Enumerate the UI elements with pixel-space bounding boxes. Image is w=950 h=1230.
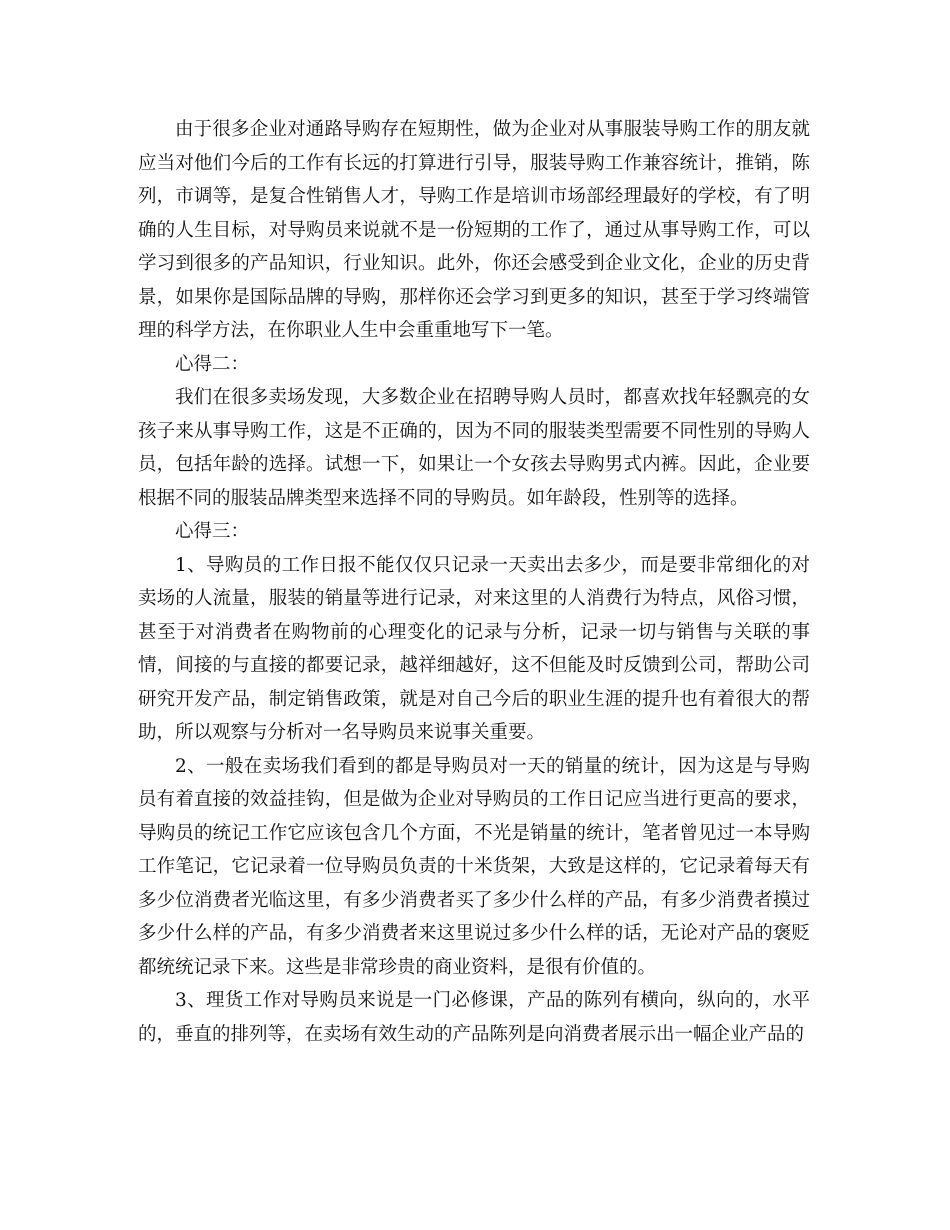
heading-xinde-2: 心得二：	[175, 353, 250, 375]
paragraph-xinde-2: 我们在很多卖场发现，大多数企业在招聘导购人员时，都喜欢找年轻飘亮的女孩子来从事导购工作，这是不正确的，因为不同的服装类型需要不同性别的导购人员，包括年龄的选择。试想一下，如果让一个女孩去导购男式内裤。因此，企业要根据不同的服装品牌类型来选择不同的导购员。如年龄段，性别等的选择。	[138, 387, 810, 509]
paragraph-item-1: 1、导购员的工作日报不能仅仅只记录一天卖出去多少，而是要非常细化的对卖场的人流量，服装的销量等进行记录，对来这里的人消费行为特点，风俗习惯，甚至于对消费者在购物前的心理变化的记录与分析，记录一切与销售与关联的事情，间接的与直接的都要记录，越祥细越好，这不但能及时反馈到公司，帮助公司研究开发产品，制定销售政策，就是对自己今后的职业生涯的提升也有着很大的帮助，所以观察与分析对一名导购员来说事关重要。	[138, 554, 810, 743]
heading-xinde-3: 心得三：	[175, 521, 250, 542]
paragraph-item-2: 2、一般在卖场我们看到的都是导购员对一天的销量的统计，因为这是与导购员有着直接的效益挂钩，但是做为企业对导购员的工作日记应当进行更高的要求，导购员的统记工作它应该包含几个方面，不光是销量的统计，笔者曾见过一本导购工作笔记，它记录着一位导购员负责的十米货架，大致是这样的，它记录着每天有多少位消费者光临这里，有多少消费者买了多少什么样的产品，有多少消费者摸过多少什么样的产品，有多少消费者来这里说过多少什么样的话，无论对产品的褒贬都统统记录下来。这些是非常珍贵的商业资料，是很有价值的。	[138, 755, 810, 978]
paragraph-intro: 由于很多企业对通路导购存在短期性，做为企业对从事服装导购工作的朋友就应当对他们今后的工作有长远的打算进行引导，服装导购工作兼容统计，推销，陈列，市调等，是复合性销售人才，导购工作是培训市场部经理最好的学校，有了明确的人生目标，对导购员来说就不是一份短期的工作了，通过从事导购工作，可以学习到很多的产品知识，行业知识。此外，你还会感受到企业文化，企业的历史背景，如果你是国际品牌的导购，那样你还会学习到更多的知识，甚至于学习终端管理的科学方法，在你职业人生中会重重地写下一笔。	[138, 119, 810, 341]
document-body	[138, 113, 810, 1051]
paragraph-item-3: 3、理货工作对导购员来说是一门必修课，产品的陈列有横向，纵向的，水平的，垂直的排列等，在卖场有效生动的产品陈列是向消费者展示出一幅企业产品的	[138, 990, 810, 1045]
